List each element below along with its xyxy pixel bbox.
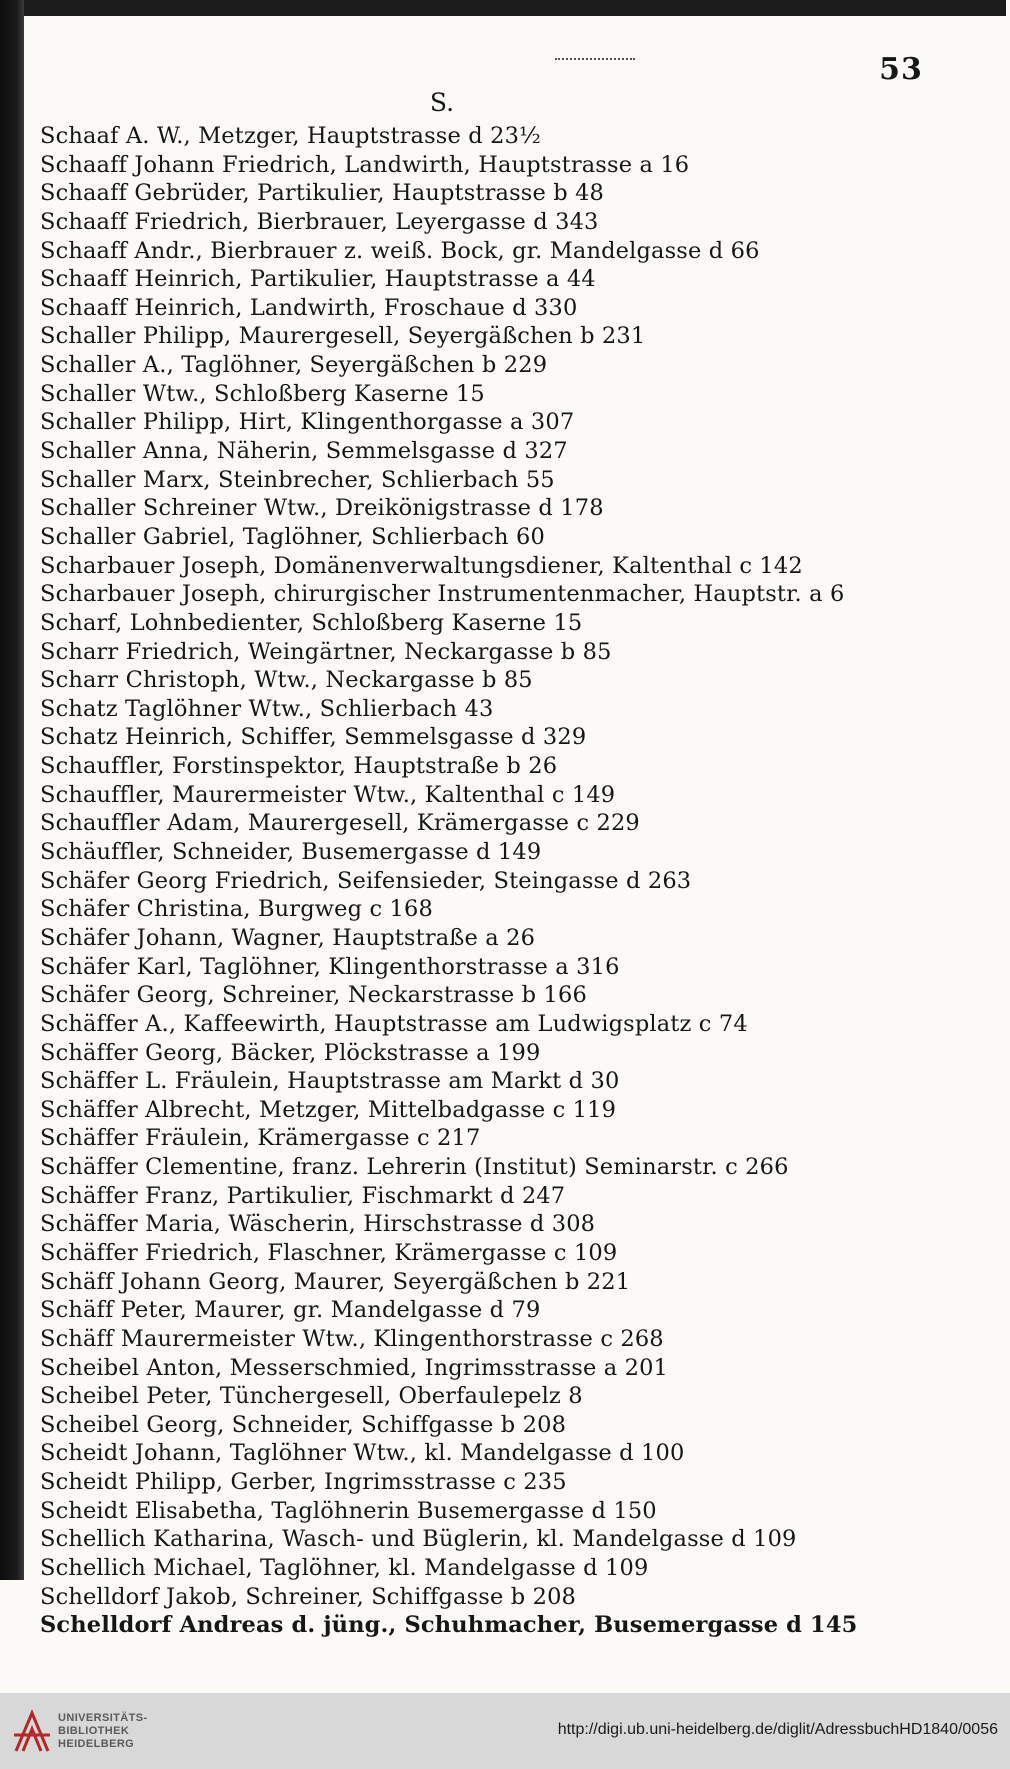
directory-entry: Schauffler, Forstinspektor, Hauptstraße b 26: [40, 753, 558, 780]
directory-entry: Scharbauer Joseph, chirurgischer Instrumentenmacher, Hauptstr. a 6: [40, 581, 845, 608]
directory-entry: Schäff Peter, Maurer, gr. Mandelgasse d 79: [40, 1297, 541, 1324]
directory-entry: Schatz Heinrich, Schiffer, Semmelsgasse d 329: [40, 724, 587, 751]
directory-entry: Schäffer L. Fräulein, Hauptstrasse am Markt d 30: [40, 1068, 620, 1095]
directory-entry: Schaller Wtw., Schloßberg Kaserne 15: [40, 380, 485, 407]
directory-entry: Schäffer Maria, Wäscherin, Hirschstrasse d 308: [40, 1211, 596, 1238]
directory-entry: Schäffer Georg, Bäcker, Plöckstrasse a 199: [40, 1039, 541, 1066]
directory-entry: Schauffler, Maurermeister Wtw., Kaltenthal c 149: [40, 781, 616, 808]
directory-entry: Schaaff Heinrich, Landwirth, Froschaue d 330: [40, 294, 578, 321]
directory-entry: Scheibel Georg, Schneider, Schiffgasse b 208: [40, 1411, 567, 1438]
directory-entry: Schäfer Georg Friedrich, Seifensieder, Steingasse d 263: [40, 867, 692, 894]
page-number: 53: [879, 52, 923, 87]
directory-entry: Schaaff Andr., Bierbrauer z. weiß. Bock, gr. Mandelgasse d 66: [40, 237, 760, 264]
library-name-line: BIBLIOTHEK: [58, 1725, 130, 1737]
section-letter: S.: [429, 88, 455, 117]
directory-entry: Schäfer Karl, Taglöhner, Klingenthorstrasse a 316: [40, 953, 620, 980]
library-name: [58, 1712, 148, 1751]
directory-entry: Schatz Taglöhner Wtw., Schlierbach 43: [40, 695, 494, 722]
directory-entry: Schaaff Heinrich, Partikulier, Hauptstrasse a 44: [40, 266, 596, 293]
directory-entry: Schaaff Gebrüder, Partikulier, Hauptstrasse b 48: [40, 180, 605, 207]
directory-entry: Schäfer Johann, Wagner, Hauptstraße a 26: [40, 924, 536, 951]
directory-entry: Schellich Katharina, Wasch- und Büglerin, kl. Mandelgasse d 109: [40, 1526, 797, 1553]
directory-entry: Schauffler Adam, Maurergesell, Krämergasse c 229: [40, 810, 640, 837]
directory-entry: Scheidt Johann, Taglöhner Wtw., kl. Mandelgasse d 100: [40, 1440, 685, 1467]
directory-entry: Scharr Christoph, Wtw., Neckargasse b 85: [40, 667, 533, 694]
directory-entry: Scheidt Philipp, Gerber, Ingrimsstrasse c 235: [40, 1469, 567, 1496]
directory-entry: Schaaf A. W., Metzger, Hauptstrasse d 23½: [40, 123, 542, 149]
directory-entry: Schäuffler, Schneider, Busemergasse d 149: [40, 839, 542, 866]
directory-entry: Schelldorf Andreas d. jüng., Schuhmacher, Busemergasse d 145: [40, 1612, 858, 1639]
directory-entry: Scharbauer Joseph, Domänenverwaltungsdiener, Kaltenthal c 142: [40, 552, 803, 579]
directory-entry: Schaaff Friedrich, Bierbrauer, Leyergasse d 343: [40, 208, 599, 235]
directory-entry: Scheibel Peter, Tünchergesell, Oberfaulepelz 8: [40, 1383, 583, 1410]
directory-entry: Schaller Anna, Näherin, Semmelsgasse d 327: [40, 438, 568, 465]
directory-entry: Schäfer Christina, Burgweg c 168: [40, 896, 433, 923]
directory-entry: Schaller Philipp, Hirt, Klingenthorgasse a 307: [40, 409, 575, 436]
directory-entry: Schäffer A., Kaffeewirth, Hauptstrasse am Ludwigsplatz c 74: [40, 1010, 748, 1037]
directory-entry: Scheibel Anton, Messerschmied, Ingrimsstrasse a 201: [40, 1354, 669, 1381]
directory-entry: Schäffer Franz, Partikulier, Fischmarkt d 247: [40, 1182, 566, 1209]
directory-entry: Schäfer Georg, Schreiner, Neckarstrasse b 166: [40, 982, 587, 1009]
left-binding-edge: [0, 0, 24, 1580]
library-name-line: HEIDELBERG: [58, 1738, 135, 1750]
directory-entry: Schaller A., Taglöhner, Seyergäßchen b 229: [40, 352, 548, 379]
directory-entry: Schäffer Friedrich, Flaschner, Krämergasse c 109: [40, 1239, 618, 1266]
directory-entries: [40, 122, 960, 1640]
directory-entry: Schaller Marx, Steinbrecher, Schlierbach 55: [40, 466, 555, 493]
directory-entry: Schäff Johann Georg, Maurer, Seyergäßchen b 221: [40, 1268, 631, 1295]
ink-smudge: [555, 58, 635, 64]
library-seal-icon: [10, 1705, 54, 1757]
directory-entry: Scharf, Lohnbedienter, Schloßberg Kaserne 15: [40, 609, 583, 636]
directory-entry: Schaller Schreiner Wtw., Dreikönigstrasse d 178: [40, 495, 604, 522]
top-rule: [10, 0, 1006, 16]
directory-entry: Schäff Maurermeister Wtw., Klingenthorstrasse c 268: [40, 1325, 664, 1352]
directory-entry: Schäffer Fräulein, Krämergasse c 217: [40, 1125, 481, 1152]
directory-entry: Schäffer Clementine, franz. Lehrerin (Institut) Seminarstr. c 266: [40, 1154, 789, 1181]
library-name-line: UNIVERSITÄTS-: [58, 1712, 148, 1724]
source-url-link[interactable]: http://digi.ub.uni-heidelberg.de/diglit/AdressbuchHD1840/0056: [557, 1721, 998, 1738]
directory-entry: Schellich Michael, Taglöhner, kl. Mandelgasse d 109: [40, 1555, 649, 1582]
directory-entry: Schäffer Albrecht, Metzger, Mittelbadgasse c 119: [40, 1096, 617, 1123]
directory-entry: Schaller Gabriel, Taglöhner, Schlierbach 60: [40, 523, 545, 550]
directory-entry: Schelldorf Jakob, Schreiner, Schiffgasse b 208: [40, 1583, 577, 1610]
directory-entry: Schaaff Johann Friedrich, Landwirth, Hauptstrasse a 16: [40, 151, 690, 178]
directory-entry: Schaller Philipp, Maurergesell, Seyergäßchen b 231: [40, 323, 646, 350]
footer-bar: [0, 1693, 1010, 1769]
directory-entry: Scharr Friedrich, Weingärtner, Neckargasse b 85: [40, 638, 612, 665]
directory-entry: Scheidt Elisabetha, Taglöhnerin Busemergasse d 150: [40, 1497, 657, 1524]
